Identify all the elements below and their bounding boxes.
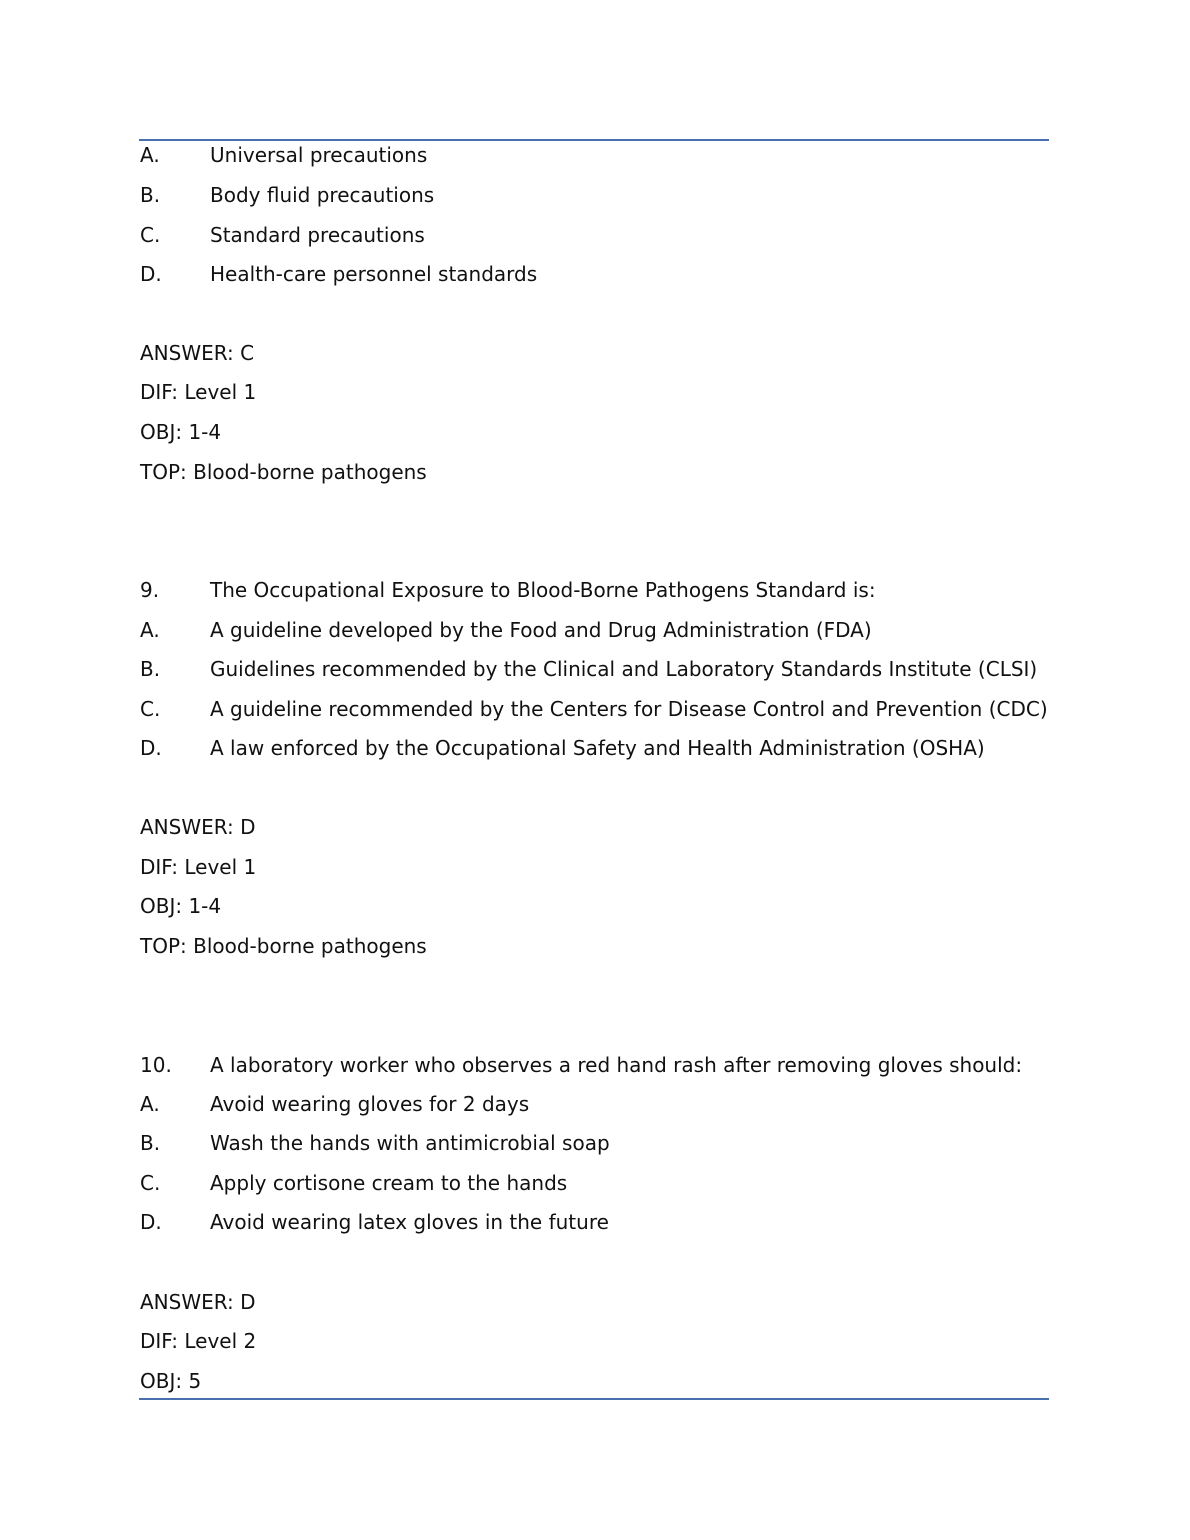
objective-line: OBJ: 1-4 [140, 894, 222, 918]
option-b [140, 657, 1037, 681]
question-9-prompt [140, 578, 876, 602]
difficulty-line: DIF: Level 1 [140, 855, 257, 879]
objective-line: OBJ: 5 [140, 1369, 202, 1393]
topic-line: TOP: Blood-borne pathogens [140, 460, 427, 484]
difficulty-line: DIF: Level 1 [140, 380, 257, 404]
option-a [140, 143, 427, 167]
option-letter: A. [140, 143, 160, 167]
question-text: The Occupational Exposure to Blood-Borne Pathogens Standard is: [210, 578, 876, 602]
option-letter: B. [140, 183, 161, 207]
option-letter: D. [140, 736, 162, 760]
option-letter: C. [140, 697, 161, 721]
option-letter: B. [140, 1131, 161, 1155]
option-letter: A. [140, 618, 160, 642]
question-number: 9. [140, 578, 160, 602]
option-c [140, 697, 1048, 721]
option-letter: D. [140, 1210, 162, 1234]
option-text: Guidelines recommended by the Clinical and Laboratory Standards Institute (CLSI) [210, 657, 1038, 681]
option-c [140, 223, 425, 247]
difficulty-line: DIF: Level 2 [140, 1329, 257, 1353]
option-b [140, 1131, 610, 1155]
option-d [140, 736, 985, 760]
question-10-prompt [140, 1053, 1022, 1077]
question-number: 10. [140, 1053, 172, 1077]
answer-line: ANSWER: D [140, 815, 256, 839]
option-text: Apply cortisone cream to the hands [210, 1171, 568, 1195]
option-text: Body fluid precautions [210, 183, 435, 207]
option-letter: C. [140, 1171, 161, 1195]
option-a [140, 618, 872, 642]
option-letter: C. [140, 223, 161, 247]
option-text: Standard precautions [210, 223, 425, 247]
header-rule [139, 139, 1049, 141]
option-d [140, 262, 537, 286]
option-letter: B. [140, 657, 161, 681]
option-text: Universal precautions [210, 143, 428, 167]
topic-line: TOP: Blood-borne pathogens [140, 934, 427, 958]
footer-rule [139, 1398, 1049, 1400]
option-letter: A. [140, 1092, 160, 1116]
option-text: Avoid wearing gloves for 2 days [210, 1092, 530, 1116]
answer-line: ANSWER: C [140, 341, 255, 365]
option-text: Wash the hands with antimicrobial soap [210, 1131, 610, 1155]
objective-line: OBJ: 1-4 [140, 420, 222, 444]
option-text: A guideline developed by the Food and Drug Administration (FDA) [210, 618, 872, 642]
option-text: A guideline recommended by the Centers for Disease Control and Prevention (CDC) [210, 697, 1048, 721]
option-a [140, 1092, 529, 1116]
option-text: Health-care personnel standards [210, 262, 538, 286]
option-text: Avoid wearing latex gloves in the future [210, 1210, 609, 1234]
question-text: A laboratory worker who observes a red hand rash after removing gloves should: [210, 1053, 1023, 1077]
option-text: A law enforced by the Occupational Safety and Health Administration (OSHA) [210, 736, 985, 760]
option-d [140, 1210, 609, 1234]
option-letter: D. [140, 262, 162, 286]
option-c [140, 1171, 567, 1195]
answer-line: ANSWER: D [140, 1290, 256, 1314]
option-b [140, 183, 434, 207]
